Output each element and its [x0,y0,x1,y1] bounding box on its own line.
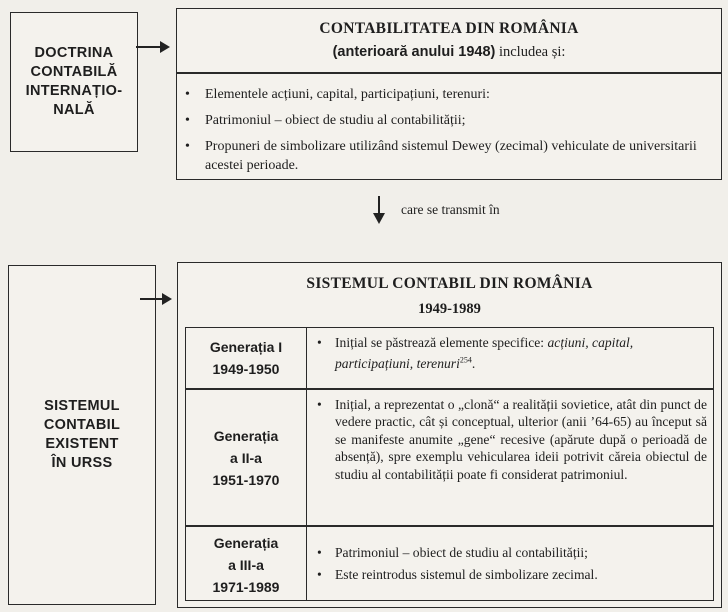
list-item: • Este reintrodus sistemul de simbolizare zecimal. [315,564,707,586]
table-column-divider [306,328,307,600]
doctrine-line: DOCTRINA [34,45,114,61]
list-item: • Patrimoniul – obiect de studiu al contabilității; [177,111,707,130]
urss-line: ÎN URSS [51,455,113,471]
generation-name: Generația I [209,339,283,355]
list-item: • Inițial, a reprezentat o „clonă“ a realității sovietice, atât din punct de vedere practic, cât și conceptual, ulterior (anii ’64-65) au început să se manifeste anumite „gene“ recesive (apărute după o perioadă de absență), spre exemplu vehicularea ideii potrivit căreia obiectul de studiu al contabilității poate fi considerat patrimoniul. [315,396,707,483]
romania-1949-1989-title: SISTEMUL CONTABIL DIN ROMÂNIA [306,275,593,292]
list-item: • Elementele acțiuni, capital, participațiuni, terenuri: [177,85,707,104]
generation-1-description [315,334,707,372]
list-item [315,334,707,372]
generation-name: Generația [213,427,279,444]
urss-line: SISTEMUL [44,398,120,414]
romania-pre1948-title: CONTABILITATEA DIN ROMÂNIA [319,20,579,37]
urss-box [8,265,156,605]
table-row-generation-2 [186,390,306,525]
gen1-text: Inițial se păstrează elemente specifice: acțiuni, capital, participațiuni, terenuri$^{254}$. [335,335,634,371]
pre1948-items-list [177,85,707,175]
table-row-generation-1 [186,328,306,388]
generations-table [185,327,714,601]
generation-name: Generația [213,534,279,551]
generation-years: 1949-1950 [212,361,280,377]
romania-1949-1989-years: 1949-1989 [418,301,481,317]
arrow-right-icon [140,298,170,300]
doctrine-line: CONTABILĂ [30,64,118,80]
subtitle-rest: includea și: [495,44,566,60]
list-item: • Patrimoniul – obiect de studiu al contabilității; [315,542,707,564]
doctrine-box [10,12,138,152]
generation-name: a III-a [228,556,264,573]
romania-pre1948-subtitle [177,44,721,61]
urss-line: CONTABIL [43,417,121,433]
generation-3-description [315,542,707,586]
arrow-down-icon [378,196,380,222]
subtitle-period: (anterioară anului 1948) [332,44,496,60]
list-item: • Propuneri de simbolizare utilizând sistemul Dewey (zecimal) vehiculate de universitarii acestei perioade. [177,137,707,175]
romania-pre1948-box [176,8,722,180]
generation-2-description [315,396,707,483]
generation-years: 1951-1970 [212,471,280,488]
arrow-right-icon [136,46,168,48]
transition-label: care se transmit în [401,202,500,217]
doctrine-line: NALĂ [53,102,95,118]
romania-1949-1989-box [177,262,722,608]
generation-name: a II-a [230,449,262,466]
table-row-generation-3 [186,527,306,602]
divider [177,72,721,74]
doctrine-line: INTERNAȚIO- [25,83,123,99]
urss-line: EXISTENT [45,436,119,452]
generation-years: 1971-1989 [212,578,280,595]
